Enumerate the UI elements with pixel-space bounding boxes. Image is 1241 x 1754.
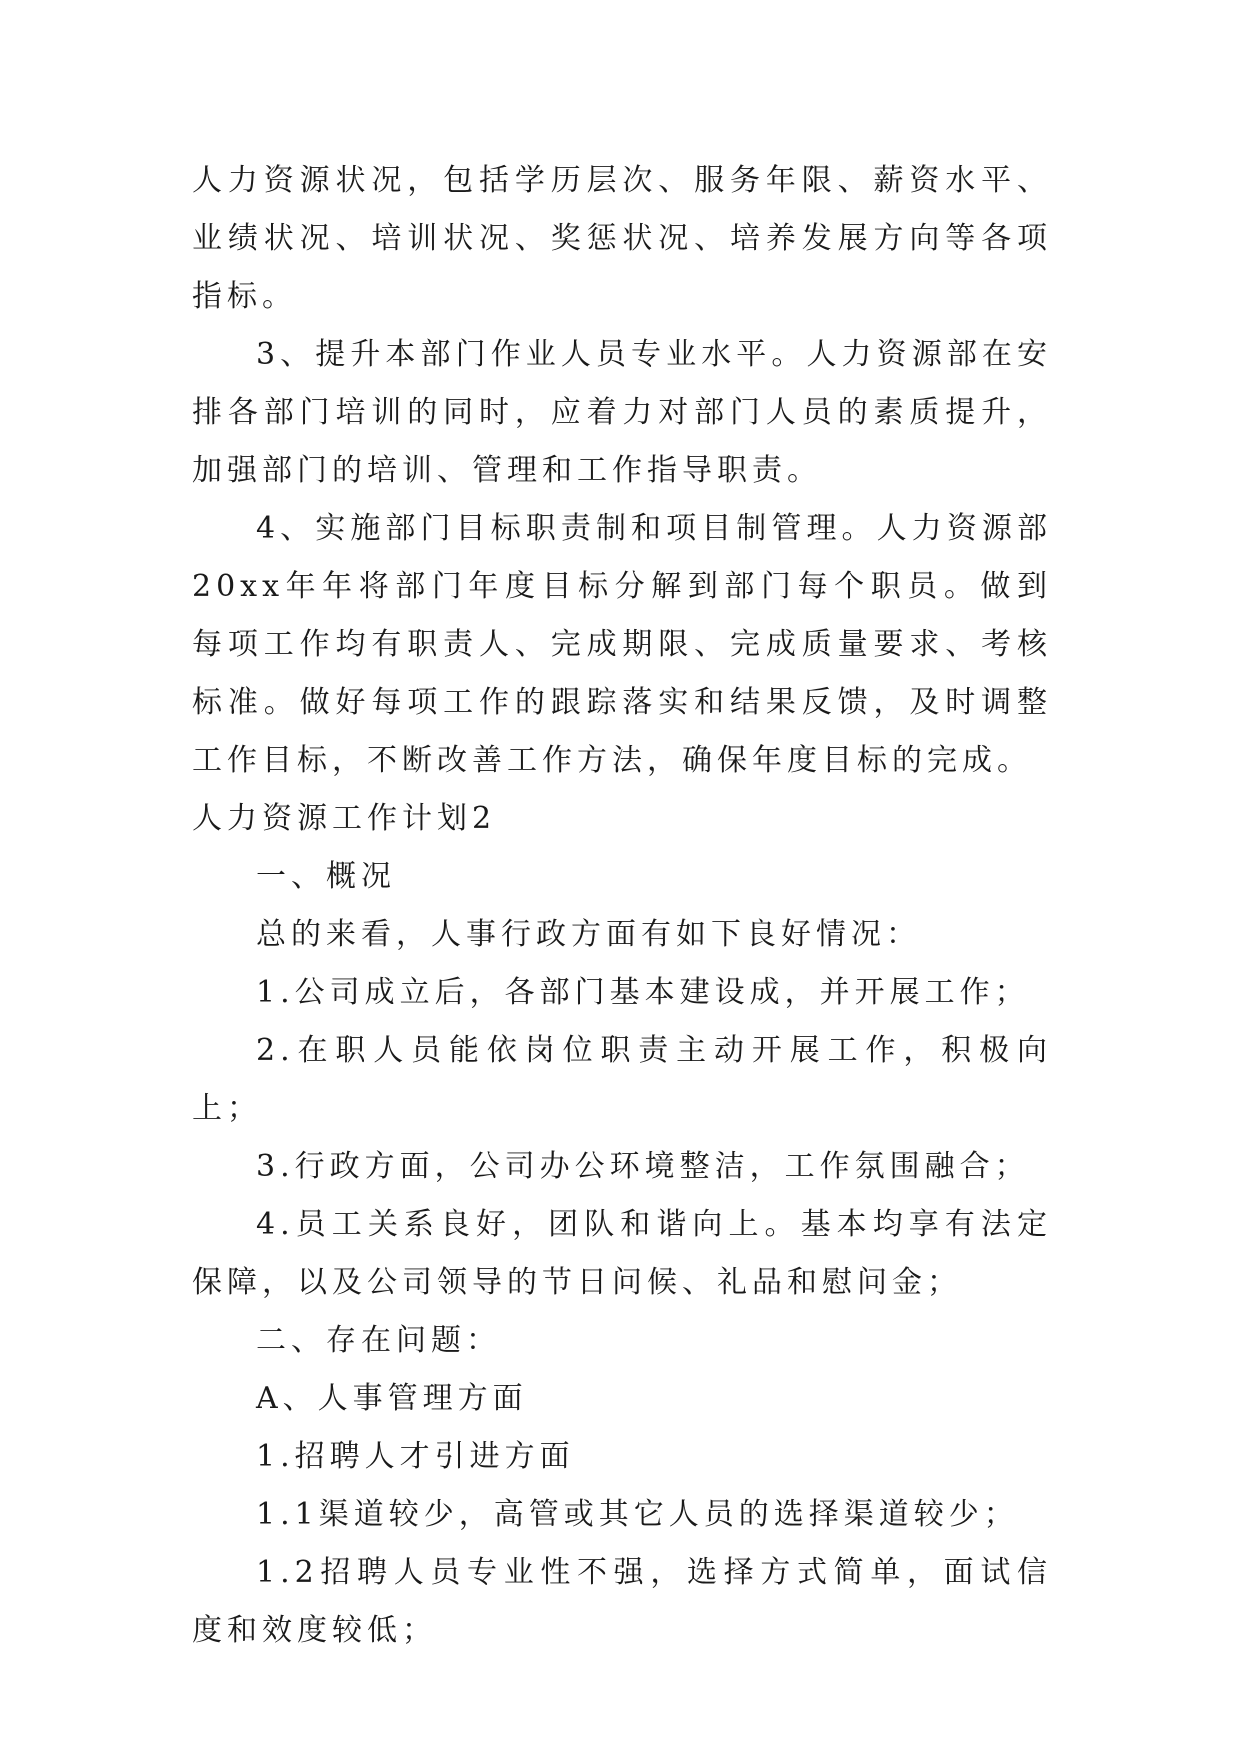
paragraph-item-3: 3、提升本部门作业人员专业水平。人力资源部在安排各部门培训的同时，应着力对部门人员的素质提升，加强部门的培训、管理和工作指导职责。 (192, 337, 1052, 488)
list-item-1-2: 1.2招聘人员专业性不强，选择方式简单，面试信度和效度较低； (192, 1555, 1052, 1648)
list-item-3: 3.行政方面，公司办公环境整洁，工作氛围融合； (256, 1149, 1030, 1184)
document-body (192, 152, 1052, 1660)
subheading-hr-management: A、人事管理方面 (256, 1381, 528, 1416)
heading-overview: 一、概况 (256, 859, 396, 894)
list-item-4: 4.员工关系良好，团队和谐向上。基本均享有法定保障，以及公司领导的节日问候、礼品和慰问金； (192, 1207, 1052, 1300)
paragraph-summary: 总的来看，人事行政方面有如下良好情况： (256, 917, 921, 952)
list-item-1-1: 1.1渠道较少，高管或其它人员的选择渠道较少； (256, 1497, 1019, 1532)
section-title-plan-2: 人力资源工作计划2 (192, 801, 497, 836)
paragraph-hr-status-continued: 人力资源状况，包括学历层次、服务年限、薪资水平、业绩状况、培训状况、奖惩状况、培养发展方向等各项指标。 (192, 163, 1052, 314)
subheading-recruitment: 1.招聘人才引进方面 (256, 1439, 575, 1474)
heading-problems: 二、存在问题： (256, 1323, 501, 1358)
list-item-2: 2.在职人员能依岗位职责主动开展工作，积极向上； (192, 1033, 1052, 1126)
paragraph-item-4: 4、实施部门目标职责制和项目制管理。人力资源部20xx年年将部门年度目标分解到部门每个职员。做到每项工作均有职责人、完成期限、完成质量要求、考核标准。做好每项工作的跟踪落实和结果反馈，及时调整工作目标，不断改善工作方法，确保年度目标的完成。 (192, 511, 1052, 778)
list-item-1: 1.公司成立后，各部门基本建设成，并开展工作； (256, 975, 1030, 1010)
